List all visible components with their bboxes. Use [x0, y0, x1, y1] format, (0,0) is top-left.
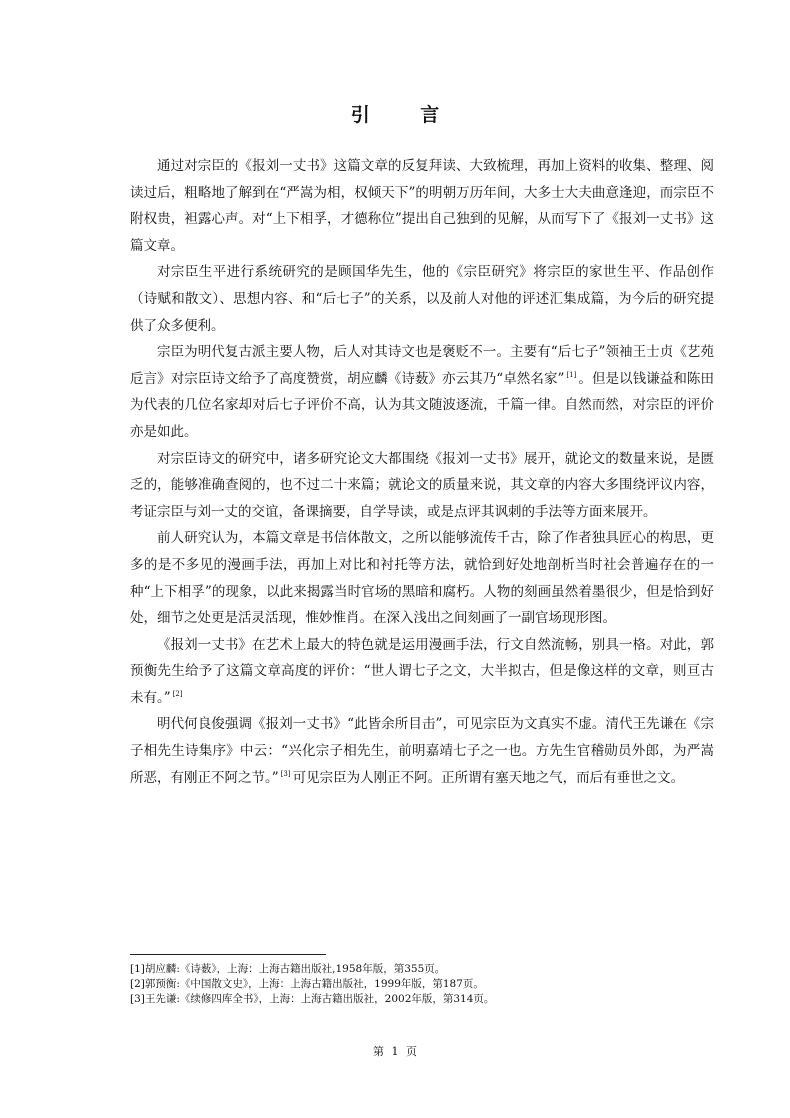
- citation-ref-3[interactable]: [3]: [280, 770, 291, 779]
- paragraph-text: 。但是以钱谦益和陈田为代表的几位名家却对后七子评价不高，认为其文随波逐流，千篇一律。自然而然，对宗臣的评价亦是如此。: [130, 370, 715, 440]
- paragraph-1: [130, 153, 714, 259]
- page-number: 第 1 页: [373, 1045, 417, 1058]
- paragraph-7: [130, 711, 714, 791]
- paragraph-text: 明代何良俊强调《报刘一丈书》“此皆余所目击”，可见宗臣为文真实不虚。清代王先谦在《宗子相先生诗集序》中云：“兴化宗子相先生，前明嘉靖七子之一也。方先生官稽勋员外郎，为严嵩所恶，有刚正不阿之节。”: [130, 716, 714, 786]
- paragraph-2: [130, 259, 714, 339]
- citation-ref-2[interactable]: [2]: [172, 690, 183, 699]
- paragraph-text: 《报刘一丈书》在艺术上最大的特色就是运用漫画手法，行文自然流畅，别具一格。对此，郭预衡先生给予了这篇文章高度的评价：“世人谓七子之文，大半拟古，但是像这样的文章，则亘古未有。”: [130, 636, 714, 706]
- paragraph-text: 可见宗臣为人刚正不阿。正所谓有塞天地之气，而后有垂世之文。: [292, 769, 685, 786]
- paragraph-text: 对宗臣生平进行系统研究的是顾国华先生，他的《宗臣研究》将宗臣的家世生平、作品创作（诗赋和散文）、思想内容、和“后七子”的关系，以及前人对他的评述汇集成篇，为今后的研究提供了众多便利。: [130, 264, 714, 334]
- footnote-1: [1]胡应麟:《诗薮》，上海：上海古籍出版社,1958年版，第355页。: [130, 963, 446, 975]
- paragraph-text: 通过对宗臣的《报刘一丈书》这篇文章的反复拜读、大致梳理，再加上资料的收集、整理、阅读过后，粗略地了解到在“严嵩为相，权倾天下”的明朝万历年间，大多士大夫曲意逢迎，而宗臣不附权贵，袒露心声。对“上下相孚，才德称位”提出自己独到的见解，从而写下了《报刘一丈书》这篇文章。: [130, 158, 714, 254]
- footnotes: [130, 962, 730, 1007]
- footnote-2: [2]郭预衡:《中国散文史》，上海：上海古籍出版社，1999年版，第187页。: [130, 978, 484, 990]
- paragraph-text: 前人研究认为，本篇文章是书信体散文，之所以能够流传千古，除了作者独具匠心的构思，更多的是不多见的漫画手法，再加上对比和衬托等方法，就恰到好处地剖析当时社会普遍存在的一种“上下相孚”的现象，以此来揭露当时官场的黑暗和腐朽。人物的刻画虽然着墨很少，但是恰到好处，细节之处更是活灵活现，惟妙惟肖。在深入浅出之间刻画了一副官场现形图。: [130, 530, 714, 627]
- paragraph-text: 宗臣为明代复古派主要人物，后人对其诗文也是褒贬不一。主要有“后七子”领袖王士贞《艺苑卮言》对宗臣诗文给予了高度赞赏，胡应麟《诗薮》亦云其乃“卓然名家”: [130, 344, 714, 387]
- body-text: [130, 153, 714, 791]
- citation-ref-1[interactable]: [1]: [566, 371, 577, 380]
- page-title: 引 言: [350, 104, 462, 126]
- paragraph-4: [130, 446, 714, 526]
- footnote-3: [3]王先谦:《续修四库全书》，上海：上海古籍出版社，2002年版，第314页。: [130, 993, 495, 1005]
- paragraph-3: [130, 339, 714, 445]
- footnote-divider: [130, 954, 326, 955]
- paragraph-6: [130, 632, 714, 712]
- paragraph-5: [130, 525, 714, 631]
- paragraph-text: 对宗臣诗文的研究中，诸多研究论文大都围绕《报刘一丈书》展开，就论文的数量来说，是匮乏的，能够准确查阅的，也不过二十来篇；就论文的质量来说，其文章的内容大多围绕评议内容，考证宗臣与刘一丈的交谊，备课摘要，自学导读，或是点评其讽刺的手法等方面来展开。: [130, 450, 714, 520]
